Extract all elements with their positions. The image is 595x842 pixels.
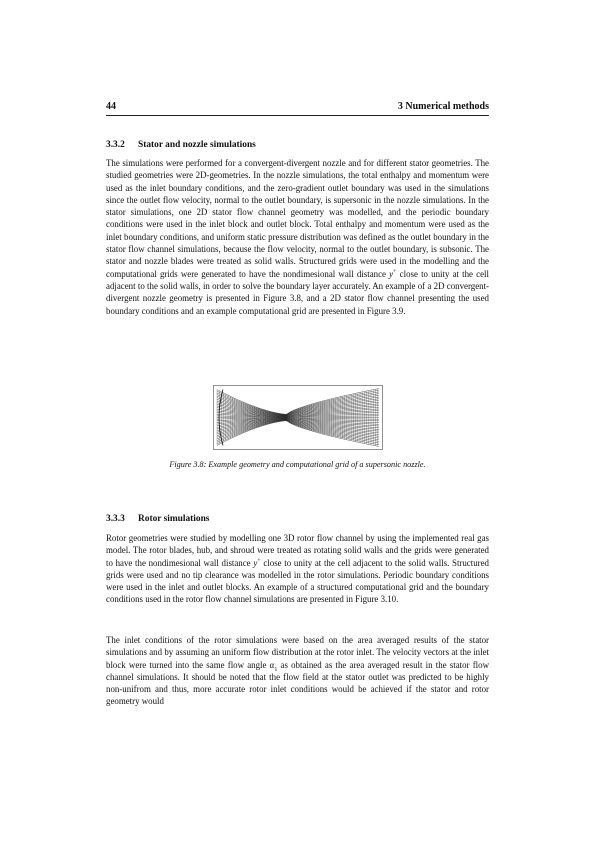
figure-caption: Figure 3.8: Example geometry and computational grid of a supersonic nozzle. [169,460,426,469]
math-subscript: 1 [274,666,278,673]
text-run: The inlet conditions of the rotor simulations were based on the area averaged results of the stator simulations and by assuming an uniform flow distribution at the rotor inlet. The velocity vectors at the inlet block were turned into the same flow angle [106,635,489,670]
paragraph-stator-nozzle [106,157,489,317]
section-title: Rotor simulations [138,514,210,524]
section-heading-3-3-3 [106,514,209,524]
text-run: Rotor geometries were studied by modelling one 3D rotor flow channel by using the implemented real gas model. The rotor blades, hub, and shroud were treated as rotating solid walls and the grids were generated to have the nondimesional wall distance [106,533,489,568]
section-number: 3.3.3 [106,514,125,524]
chapter-title: 3 Numerical methods [397,101,489,112]
section-title: Stator and nozzle simulations [138,140,256,150]
page-number: 44 [106,101,116,112]
math-variable: y [389,268,394,279]
section-number: 3.3.2 [106,140,125,150]
section-heading-3-3-2 [106,140,256,150]
math-superscript: + [393,268,397,275]
text-run: close to unity at the cell adjacent to the solid walls. Structured grids were used and no tip clearance was modelled in the rotor simulations. Periodic boundary conditions were used in the inlet and outlet blocks. An example of a structured computational grid and the boundary conditions used in the rotor flow channel simulations are presented in Figure 3.10. [106,557,489,605]
running-head [106,99,489,116]
nozzle-grid-image [213,385,383,450]
paragraph-rotor-2 [106,634,489,708]
nozzle-grid-figure [213,385,383,450]
math-superscript: + [257,557,261,564]
text-run: as obtained as the area averaged result in the stator flow channel simulations. It should be noted that the flow field at the stator outlet was predicted to be highly non-unifrom and thus, more accurate rotor inlet conditions would be achieved if the stator and rotor geometry would [106,659,489,707]
text-run: close to unity at the cell adjacent to the solid walls, in order to solve the boundary layer accurately. An example of a 2D convergent-divergent nozzle geometry is presented in Figure 3.8, and a 2D stator flow channel presenting the used boundary conditions and an example computational grid are presented in Figure 3.9. [106,268,489,316]
math-variable: y [253,557,258,568]
paragraph-rotor-1 [106,532,489,606]
text-run: The simulations were performed for a convergent-divergent nozzle and for different stator geometries. The studied geometries were 2D-geometries. In the nozzle simulations, the total enthalpy and momentum were used as the inlet boundary conditions, and the zero-gradient outlet boundary was used in the simulations since the outlet flow velocity, normal to the outlet boundary, is supersonic in the nozzle simulations. In the stator simulations, one 2D stator flow channel geometry was modelled, and the periodic boundary conditions were used in the inlet block and outlet block. Total enthalpy and momentum were used as the inlet boundary conditions, and uniform static pressure distribution was defined as the outlet boundary in the stator flow channel simulations, because the flow velocity, normal to the outlet boundary, is subsonic. The stator and nozzle blades were treated as solid walls. Structured grids were used in the modelling and the computational grids were generated to have the nondimesional wall distance [106,158,489,279]
math-variable: α [269,659,275,670]
